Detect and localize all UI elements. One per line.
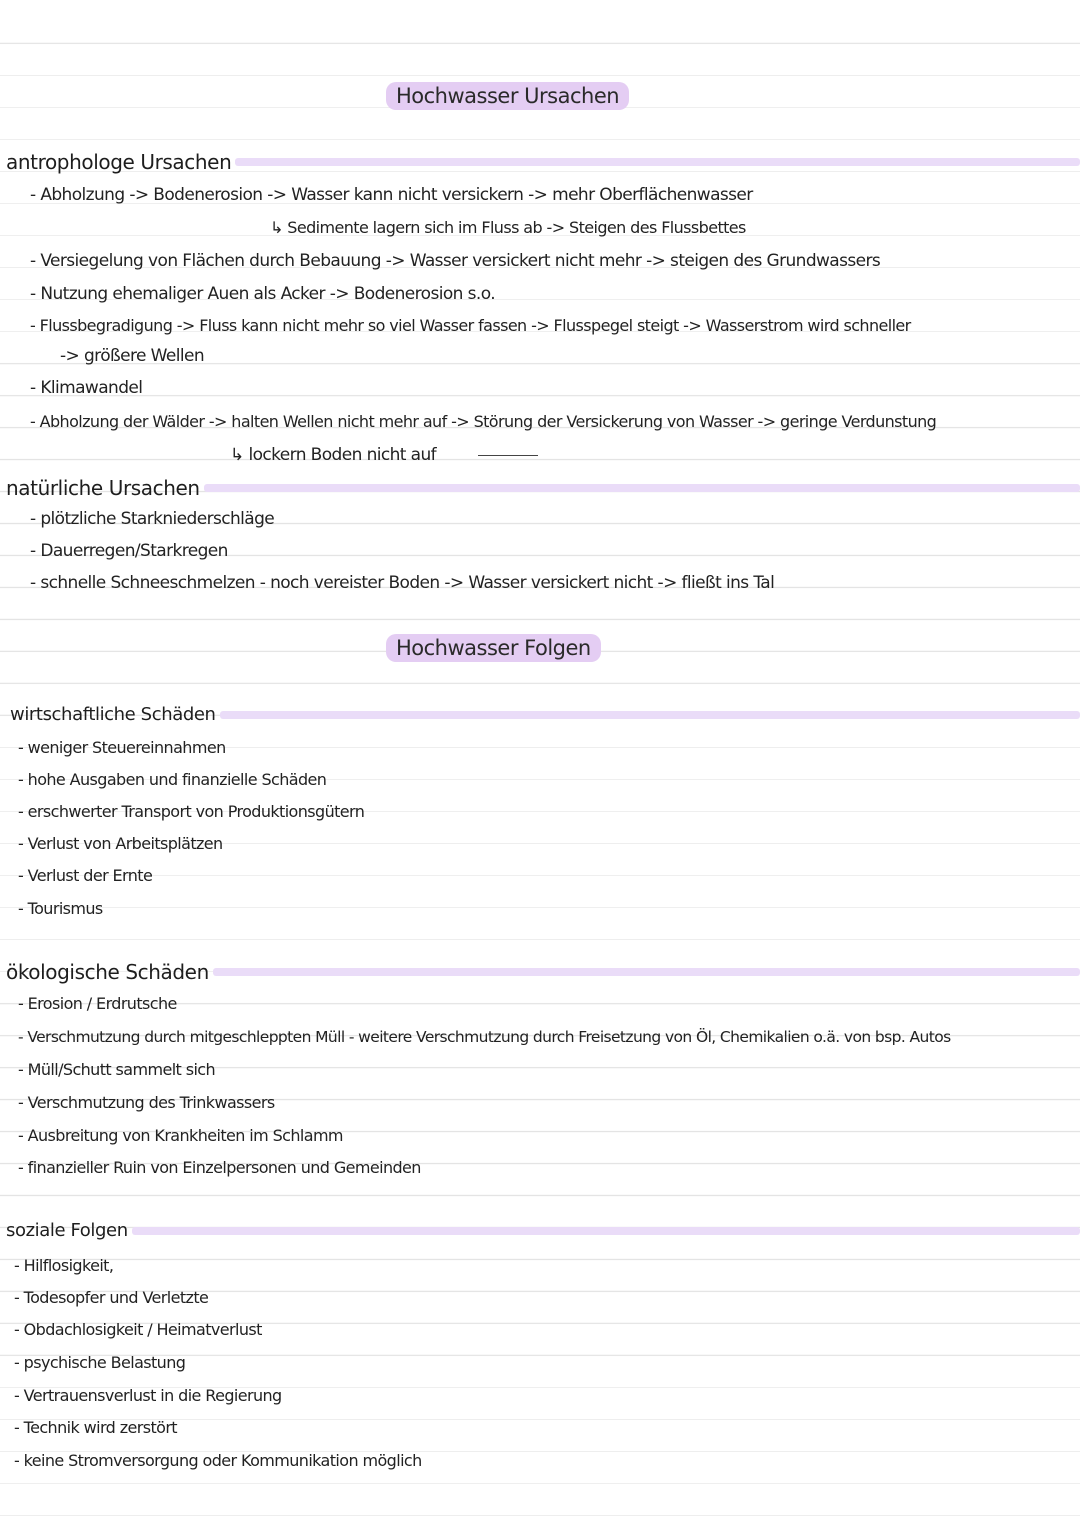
connector-arrow <box>478 455 538 456</box>
anthropogenic-line-1: - Abholzung -> Bodenerosion -> Wasser kann nicht versickern -> mehr Oberflächenwasser <box>30 185 753 205</box>
anthropogenic-line-5: - Flussbegradigung -> Fluss kann nicht mehr so viel Wasser fassen -> Flusspegel steigt -> Wasserstrom wird schneller <box>30 316 911 335</box>
heading-underline <box>235 158 1080 166</box>
natural-line-3: - schnelle Schneeschmelzen - noch vereister Boden -> Wasser versickert nicht -> fließt ins Tal <box>30 573 775 593</box>
anthropogenic-line-6: -> größere Wellen <box>60 346 204 366</box>
heading-ecological-text: ökologische Schäden <box>6 960 209 984</box>
economic-line-4: - Verlust von Arbeitsplätzen <box>18 834 223 853</box>
heading-anthropogenic-text: antrophologe Ursachen <box>6 150 232 174</box>
heading-anthropogenic <box>6 150 1080 174</box>
social-line-3: - Obdachlosigkeit / Heimatverlust <box>14 1320 262 1339</box>
natural-line-2: - Dauerregen/Starkregen <box>30 541 228 561</box>
heading-economic <box>10 704 1080 725</box>
ecological-line-6: - finanzieller Ruin von Einzelpersonen und Gemeinden <box>18 1158 421 1177</box>
ecological-line-4: - Verschmutzung des Trinkwassers <box>18 1093 275 1112</box>
heading-ecological <box>6 960 1080 984</box>
social-line-6: - Technik wird zerstört <box>14 1418 177 1437</box>
economic-line-1: - weniger Steuereinnahmen <box>18 738 226 757</box>
ecological-line-1: - Erosion / Erdrutsche <box>18 994 177 1013</box>
ecological-line-2: - Verschmutzung durch mitgeschleppten Müll - weitere Verschmutzung durch Freisetzung von Öl, Chemikalien o.ä. von bsp. Autos <box>18 1028 951 1046</box>
ecological-line-3: - Müll/Schutt sammelt sich <box>18 1060 216 1079</box>
heading-social-text: soziale Folgen <box>6 1220 128 1241</box>
social-line-4: - psychische Belastung <box>14 1353 186 1372</box>
title-causes: Hochwasser Ursachen <box>386 82 629 110</box>
anthropogenic-line-9: ↳ lockern Boden nicht auf <box>230 445 437 465</box>
anthropogenic-line-8: - Abholzung der Wälder -> halten Wellen nicht mehr auf -> Störung der Versickerung von Wasser -> geringe Verdunstung <box>30 412 937 431</box>
anthropogenic-line-2: ↳ Sedimente lagern sich im Fluss ab -> Steigen des Flussbettes <box>270 218 746 237</box>
social-line-2: - Todesopfer und Verletzte <box>14 1288 209 1307</box>
anthropogenic-line-7: - Klimawandel <box>30 378 143 398</box>
economic-line-5: - Verlust der Ernte <box>18 866 153 885</box>
natural-line-1: - plötzliche Starkniederschläge <box>30 509 275 529</box>
heading-underline <box>213 968 1080 976</box>
title-consequences: Hochwasser Folgen <box>386 634 601 662</box>
anthropogenic-line-4: - Nutzung ehemaliger Auen als Acker -> Bodenerosion s.o. <box>30 284 496 304</box>
heading-underline <box>220 711 1080 719</box>
social-line-7: - keine Stromversorgung oder Kommunikation möglich <box>14 1451 422 1470</box>
heading-underline <box>132 1227 1080 1235</box>
heading-natural <box>6 476 1080 500</box>
economic-line-2: - hohe Ausgaben und finanzielle Schäden <box>18 770 327 789</box>
economic-line-3: - erschwerter Transport von Produktionsgütern <box>18 802 365 821</box>
social-line-5: - Vertrauensverlust in die Regierung <box>14 1386 282 1405</box>
economic-line-6: - Tourismus <box>18 899 103 918</box>
heading-natural-text: natürliche Ursachen <box>6 476 200 500</box>
heading-underline <box>204 484 1080 492</box>
ecological-line-5: - Ausbreitung von Krankheiten im Schlamm <box>18 1126 343 1145</box>
heading-economic-text: wirtschaftliche Schäden <box>10 704 216 725</box>
social-line-1: - Hilflosigkeit, <box>14 1256 114 1275</box>
heading-social <box>6 1220 1080 1241</box>
anthropogenic-line-3: - Versiegelung von Flächen durch Bebauung -> Wasser versickert nicht mehr -> steigen des Grundwassers <box>30 251 881 271</box>
